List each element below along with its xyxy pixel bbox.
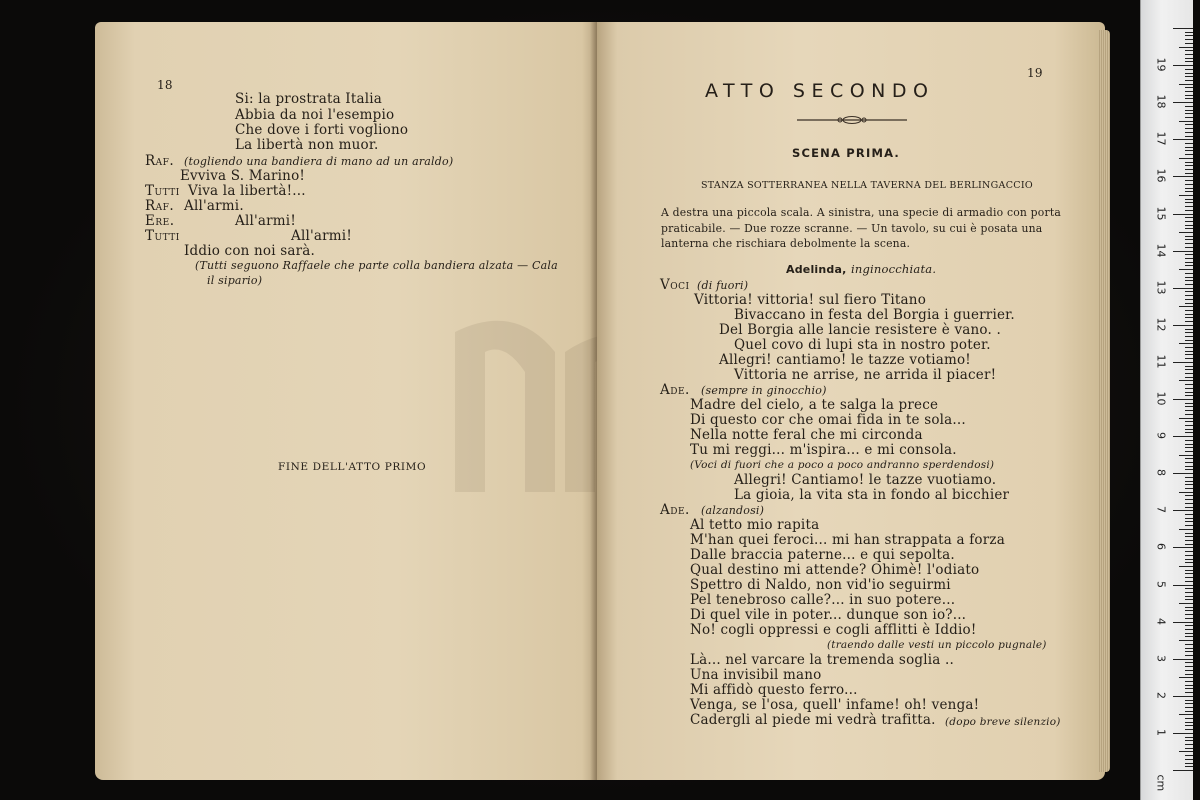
ruler-tick: [1173, 733, 1193, 734]
ruler-tick: [1185, 228, 1193, 229]
ruler-tick: [1185, 303, 1193, 304]
verse-line: Del Borgia alle lancie resistere è vano. .: [719, 322, 1001, 338]
verse-line: Mi affidò questo ferro...: [690, 682, 858, 698]
speaker-ade: Ade.: [660, 382, 690, 398]
ruler-tick: [1185, 499, 1193, 500]
ruler-number: 1: [1154, 728, 1168, 736]
ruler-tick: [1185, 91, 1193, 92]
verse-line: Abbia da noi l'esempio: [235, 107, 395, 123]
ruler-tick: [1185, 521, 1193, 522]
verse-line: Iddio con noi sarà.: [184, 243, 316, 259]
scene-title: SCENA PRIMA.: [792, 146, 900, 160]
ruler-tick: [1173, 585, 1193, 586]
ruler-tick: [1179, 195, 1193, 196]
ruler-tick: [1185, 544, 1193, 545]
ruler-tick: [1185, 666, 1193, 667]
ruler-tick: [1185, 662, 1193, 663]
ruler-tick: [1185, 329, 1193, 330]
page-stack-edge: [1098, 30, 1110, 772]
ruler-tick: [1185, 540, 1193, 541]
ruler-tick: [1185, 681, 1193, 682]
stage-direction: (sempre in ginocchio): [701, 384, 827, 397]
ruler-tick: [1185, 314, 1193, 315]
ruler-tick: [1185, 61, 1193, 62]
ruler-tick: [1185, 488, 1193, 489]
ruler-tick: [1185, 655, 1193, 656]
ruler-tick: [1185, 700, 1193, 701]
ruler-tick: [1185, 217, 1193, 218]
ruler-tick: [1185, 477, 1193, 478]
ruler-tick: [1185, 596, 1193, 597]
ruler-tick: [1185, 395, 1193, 396]
ruler-tick: [1185, 258, 1193, 259]
ruler-tick: [1173, 659, 1193, 660]
ruler-tick: [1179, 47, 1193, 48]
ruler-tick: [1185, 206, 1193, 207]
verse-line: Di questo cor che omai fida in te sola...: [690, 412, 966, 428]
ruler-number: 19: [1154, 57, 1168, 72]
right-page: [597, 22, 1105, 780]
ruler-tick: [1185, 32, 1193, 33]
ruler-tick: [1185, 722, 1193, 723]
ruler-tick: [1185, 162, 1193, 163]
ruler-tick: [1185, 262, 1193, 263]
speaker-voci: Voci: [660, 277, 690, 293]
ruler-tick: [1185, 225, 1193, 226]
speaker-ade: Ade.: [660, 502, 690, 518]
ruler-tick: [1173, 325, 1193, 326]
verse-line: Qual destino mi attende? Ohimè! l'odiato: [690, 562, 980, 578]
page-number-right: 19: [1027, 66, 1043, 80]
ruler-tick: [1185, 688, 1193, 689]
ruler-tick: [1185, 525, 1193, 526]
ruler-tick: [1185, 295, 1193, 296]
ruler-tick: [1179, 121, 1193, 122]
ruler-tick: [1185, 744, 1193, 745]
ruler-tick: [1185, 581, 1193, 582]
ruler-tick: [1185, 466, 1193, 467]
ruler-tick: [1173, 251, 1193, 252]
setting-description: praticabile. — Due rozze scranne. — Un tavolo, su cui è posata una: [661, 222, 1043, 235]
ruler-tick: [1185, 577, 1193, 578]
ruler-tick: [1185, 299, 1193, 300]
ruler-tick: [1173, 176, 1193, 177]
ruler-tick: [1185, 69, 1193, 70]
ruler-tick: [1185, 243, 1193, 244]
ruler-tick: [1173, 65, 1193, 66]
ruler-tick: [1185, 39, 1193, 40]
verse-line: Pel tenebroso calle?... in suo potere...: [690, 592, 956, 608]
ruler-tick: [1185, 755, 1193, 756]
ruler-tick: [1179, 306, 1193, 307]
ruler-tick: [1185, 291, 1193, 292]
watermark-logo: [435, 292, 597, 522]
ruler-tick: [1185, 280, 1193, 281]
ruler-tick: [1185, 373, 1193, 374]
verse-line: Spettro di Naldo, non vid'io seguirmi: [690, 577, 951, 593]
ruler-tick: [1185, 633, 1193, 634]
ruler-tick: [1185, 143, 1193, 144]
character-state: inginocchiata.: [851, 262, 937, 276]
ruler-tick: [1185, 128, 1193, 129]
ruler-number: 3: [1154, 654, 1168, 662]
ruler-tick: [1179, 380, 1193, 381]
verse-line: M'han quei feroci... mi han strappata a forza: [690, 532, 1005, 548]
ruler-tick: [1185, 35, 1193, 36]
stage-direction: (traendo dalle vesti un piccolo pugnale): [827, 639, 1047, 651]
ruler-tick: [1185, 610, 1193, 611]
ruler-tick: [1185, 369, 1193, 370]
speaker-tutti: Tutti: [145, 228, 180, 244]
ruler-tick: [1179, 455, 1193, 456]
character-name: Adelinda,: [786, 263, 847, 276]
verse-line: Vittoria ne arrise, ne arrida il piacer!: [734, 367, 997, 383]
ruler-tick: [1185, 239, 1193, 240]
ruler-number: 5: [1154, 580, 1168, 588]
ruler-tick: [1185, 332, 1193, 333]
ruler-number: 11: [1154, 354, 1168, 369]
ruler-tick: [1185, 199, 1193, 200]
ruler-tick: [1173, 770, 1193, 771]
ruler-tick: [1185, 54, 1193, 55]
verse-line: Tu mi reggi... m'ispira... e mi consola.: [690, 442, 957, 458]
ruler-tick: [1185, 310, 1193, 311]
ruler-tick: [1185, 481, 1193, 482]
ruler-tick: [1185, 759, 1193, 760]
verse-line: Evviva S. Marino!: [180, 168, 306, 184]
verse-line: Allegri! cantiamo! le tazze votiamo!: [719, 352, 971, 368]
ruler-tick: [1185, 670, 1193, 671]
ruler-tick: [1179, 158, 1193, 159]
stage-direction: (Voci di fuori che a poco a poco andranno sperdendosi): [690, 459, 995, 471]
ruler-tick: [1185, 377, 1193, 378]
verse-line: No! cogli oppressi e cogli afflitti è Iddio!: [690, 622, 977, 638]
setting-description: lanterna che rischiara debolmente la scena.: [661, 237, 911, 250]
ruler-tick: [1185, 692, 1193, 693]
verse-line: All'armi!: [291, 228, 352, 244]
verse-line: Che dove i forti vogliono: [235, 122, 409, 138]
ruler-tick: [1185, 458, 1193, 459]
ruler-tick: [1185, 636, 1193, 637]
verse-line: Al tetto mio rapita: [690, 517, 820, 533]
ruler-tick: [1185, 58, 1193, 59]
ruler-tick: [1173, 102, 1193, 103]
end-of-act: FINE DELL'ATTO PRIMO: [278, 461, 427, 473]
ruler-tick: [1185, 277, 1193, 278]
ruler-tick: [1185, 462, 1193, 463]
left-page: [95, 22, 597, 780]
ruler-tick: [1185, 191, 1193, 192]
ruler-tick: [1185, 562, 1193, 563]
ruler-tick: [1185, 284, 1193, 285]
ornament-divider: [797, 115, 907, 125]
ruler-tick: [1185, 425, 1193, 426]
ruler-unit: cm: [1154, 774, 1168, 792]
ruler-tick: [1185, 210, 1193, 211]
ruler-tick: [1173, 28, 1193, 29]
verse-line: Si: la prostrata Italia: [235, 91, 382, 107]
ruler-tick: [1185, 165, 1193, 166]
verse-line: Quel covo di lupi sta in nostro poter.: [734, 337, 991, 353]
ruler-tick: [1173, 436, 1193, 437]
ruler-number: 9: [1154, 432, 1168, 440]
ruler-tick: [1179, 566, 1193, 567]
ruler-number: 6: [1154, 543, 1168, 551]
ruler-tick: [1185, 136, 1193, 137]
ruler-tick: [1185, 384, 1193, 385]
ruler-tick: [1173, 510, 1193, 511]
stage-direction: il sipario): [207, 274, 263, 287]
ruler-tick: [1185, 447, 1193, 448]
ruler-tick: [1185, 169, 1193, 170]
ruler-tick: [1185, 707, 1193, 708]
verse-line: Bivaccano in festa del Borgia i guerrier.: [734, 307, 1015, 323]
ruler-number: 7: [1154, 506, 1168, 514]
ruler-tick: [1185, 503, 1193, 504]
ruler-tick: [1185, 518, 1193, 519]
ruler-tick: [1185, 729, 1193, 730]
ruler-tick: [1185, 406, 1193, 407]
ruler-number: 12: [1154, 317, 1168, 332]
ruler-tick: [1185, 173, 1193, 174]
ruler-tick: [1185, 106, 1193, 107]
setting-title: STANZA SOTTERRANEA NELLA TAVERNA DEL BERLINGACCIO: [701, 180, 1033, 191]
ruler-tick: [1185, 555, 1193, 556]
ruler-tick: [1173, 362, 1193, 363]
ruler-tick: [1185, 573, 1193, 574]
verse-line: La libertà non muor.: [235, 137, 379, 153]
ruler-tick: [1185, 711, 1193, 712]
stage-direction: (Tutti seguono Raffaele che parte colla bandiera alzata — Cala: [195, 259, 558, 272]
ruler-tick: [1185, 147, 1193, 148]
ruler-number: 15: [1154, 206, 1168, 220]
ruler-tick: [1185, 358, 1193, 359]
ruler-tick: [1173, 214, 1193, 215]
verse-line: Viva la libertà!...: [188, 183, 306, 199]
verse-line: Venga, se l'osa, quell' infame! oh! venga!: [690, 697, 980, 713]
stage-direction: (togliendo una bandiera di mano ad un araldo): [184, 155, 454, 168]
ruler-tick: [1185, 347, 1193, 348]
ruler-tick: [1173, 622, 1193, 623]
ruler-tick: [1185, 366, 1193, 367]
ruler-tick: [1179, 269, 1193, 270]
ruler-tick: [1185, 737, 1193, 738]
verse-line: Madre del cielo, a te salga la prece: [690, 397, 939, 413]
ruler-tick: [1185, 514, 1193, 515]
ruler-tick: [1185, 221, 1193, 222]
verse-line: All'armi.: [184, 198, 244, 214]
ruler-tick: [1185, 629, 1193, 630]
ruler-tick: [1185, 533, 1193, 534]
ruler-tick: [1173, 473, 1193, 474]
ruler-tick: [1185, 618, 1193, 619]
ruler-tick: [1185, 718, 1193, 719]
ruler-tick: [1185, 648, 1193, 649]
ruler-tick: [1185, 440, 1193, 441]
ruler-tick: [1185, 340, 1193, 341]
ruler-tick: [1179, 529, 1193, 530]
ruler-number: 18: [1154, 94, 1168, 109]
stage-direction: (dopo breve silenzio): [945, 716, 1061, 728]
ruler-tick: [1185, 392, 1193, 393]
ruler-tick: [1185, 351, 1193, 352]
ruler-tick: [1185, 117, 1193, 118]
ruler-tick: [1185, 766, 1193, 767]
stage-direction: (alzandosi): [701, 504, 765, 517]
ruler-tick: [1173, 288, 1193, 289]
ruler-tick: [1185, 451, 1193, 452]
ruler-tick: [1185, 265, 1193, 266]
verse-line: Allegri! Cantiamo! le tazze vuotiamo.: [734, 472, 997, 488]
act-title: ATTO SECONDO: [705, 80, 935, 102]
ruler-tick: [1185, 599, 1193, 600]
ruler-number: 2: [1154, 691, 1168, 699]
ruler-tick: [1185, 703, 1193, 704]
ruler-tick: [1185, 124, 1193, 125]
ruler-tick: [1185, 725, 1193, 726]
ruler-tick: [1179, 84, 1193, 85]
ruler-tick: [1185, 388, 1193, 389]
ruler-tick: [1185, 614, 1193, 615]
ruler-tick: [1185, 507, 1193, 508]
ruler-tick: [1185, 76, 1193, 77]
ruler-tick: [1185, 43, 1193, 44]
verse-line: Dalle braccia paterne... e qui sepolta.: [690, 547, 955, 563]
ruler-tick: [1179, 343, 1193, 344]
verse-line: Là... nel varcare la tremenda soglia ..: [690, 652, 954, 668]
page-number-left: 18: [157, 78, 173, 92]
ruler-number: 14: [1154, 243, 1168, 258]
ruler-tick: [1185, 484, 1193, 485]
stage-direction: (di fuori): [697, 279, 749, 292]
ruler-tick: [1179, 640, 1193, 641]
speaker-ere: Ere.: [145, 213, 175, 229]
ruler-tick: [1185, 685, 1193, 686]
ruler-tick: [1185, 336, 1193, 337]
ruler-tick: [1185, 588, 1193, 589]
ruler-tick: [1185, 113, 1193, 114]
ruler-tick: [1185, 410, 1193, 411]
verse-line: Di quel vile in poter... dunque son io?...: [690, 607, 967, 623]
ruler-tick: [1185, 132, 1193, 133]
ruler-number: 13: [1154, 280, 1168, 295]
ruler-tick: [1185, 625, 1193, 626]
ruler-tick: [1185, 432, 1193, 433]
ruler-tick: [1185, 236, 1193, 237]
ruler-number: 17: [1154, 131, 1168, 146]
ruler-tick: [1185, 536, 1193, 537]
verse-line: All'armi!: [235, 213, 296, 229]
ruler-tick: [1185, 469, 1193, 470]
speaker-raf: Raf.: [145, 153, 175, 169]
ruler-tick: [1179, 714, 1193, 715]
ruler-tick: [1185, 202, 1193, 203]
ruler-tick: [1185, 644, 1193, 645]
speaker-tutti: Tutti: [145, 183, 180, 199]
ruler-tick: [1185, 50, 1193, 51]
ruler-tick: [1185, 674, 1193, 675]
ruler-tick: [1185, 570, 1193, 571]
ruler-tick: [1185, 80, 1193, 81]
ruler-tick: [1185, 184, 1193, 185]
ruler-tick: [1173, 139, 1193, 140]
ruler-tick: [1185, 247, 1193, 248]
setting-description: A destra una piccola scala. A sinistra, una specie di armadio con porta: [661, 206, 1062, 219]
ruler-tick: [1179, 751, 1193, 752]
ruler-tick: [1185, 273, 1193, 274]
verse-line: Nella notte feral che mi circonda: [690, 427, 923, 443]
ruler-tick: [1179, 492, 1193, 493]
verse-line: La gioia, la vita sta in fondo al bicchier: [734, 487, 1010, 503]
ruler-tick: [1185, 188, 1193, 189]
ruler-number: 4: [1154, 617, 1168, 625]
verse-line: Cadergli al piede mi vedrà trafitta.: [690, 712, 936, 728]
ruler-tick: [1185, 421, 1193, 422]
verse-line: Vittoria! vittoria! sul fiero Titano: [694, 292, 927, 308]
ruler-tick: [1185, 321, 1193, 322]
ruler-number: 16: [1154, 168, 1168, 183]
ruler-tick: [1179, 603, 1193, 604]
measuring-ruler: [1140, 0, 1193, 800]
ruler-tick: [1185, 740, 1193, 741]
ruler-tick: [1185, 495, 1193, 496]
ruler-tick: [1173, 696, 1193, 697]
ruler-tick: [1185, 110, 1193, 111]
ruler-tick: [1185, 354, 1193, 355]
ruler-tick: [1185, 551, 1193, 552]
ruler-tick: [1179, 677, 1193, 678]
ruler-tick: [1179, 418, 1193, 419]
ruler-number: 10: [1154, 391, 1168, 406]
ruler-tick: [1185, 444, 1193, 445]
ruler-tick: [1185, 559, 1193, 560]
ruler-tick: [1185, 95, 1193, 96]
ruler-tick: [1185, 607, 1193, 608]
ruler-tick: [1185, 317, 1193, 318]
ruler-tick: [1185, 73, 1193, 74]
ruler-tick: [1185, 150, 1193, 151]
speaker-raf: Raf.: [145, 198, 175, 214]
ruler-tick: [1185, 87, 1193, 88]
ruler-tick: [1173, 399, 1193, 400]
ruler-tick: [1185, 154, 1193, 155]
verse-line: Una invisibil mano: [690, 667, 822, 683]
ruler-tick: [1185, 254, 1193, 255]
ruler-tick: [1179, 232, 1193, 233]
ruler-number: 8: [1154, 469, 1168, 477]
ruler-tick: [1185, 651, 1193, 652]
ruler-tick: [1173, 547, 1193, 548]
ruler-tick: [1185, 748, 1193, 749]
ruler-tick: [1185, 592, 1193, 593]
ruler-tick: [1185, 403, 1193, 404]
ruler-tick: [1185, 98, 1193, 99]
ruler-tick: [1185, 414, 1193, 415]
ruler-tick: [1185, 429, 1193, 430]
ruler-tick: [1185, 763, 1193, 764]
ruler-tick: [1185, 180, 1193, 181]
